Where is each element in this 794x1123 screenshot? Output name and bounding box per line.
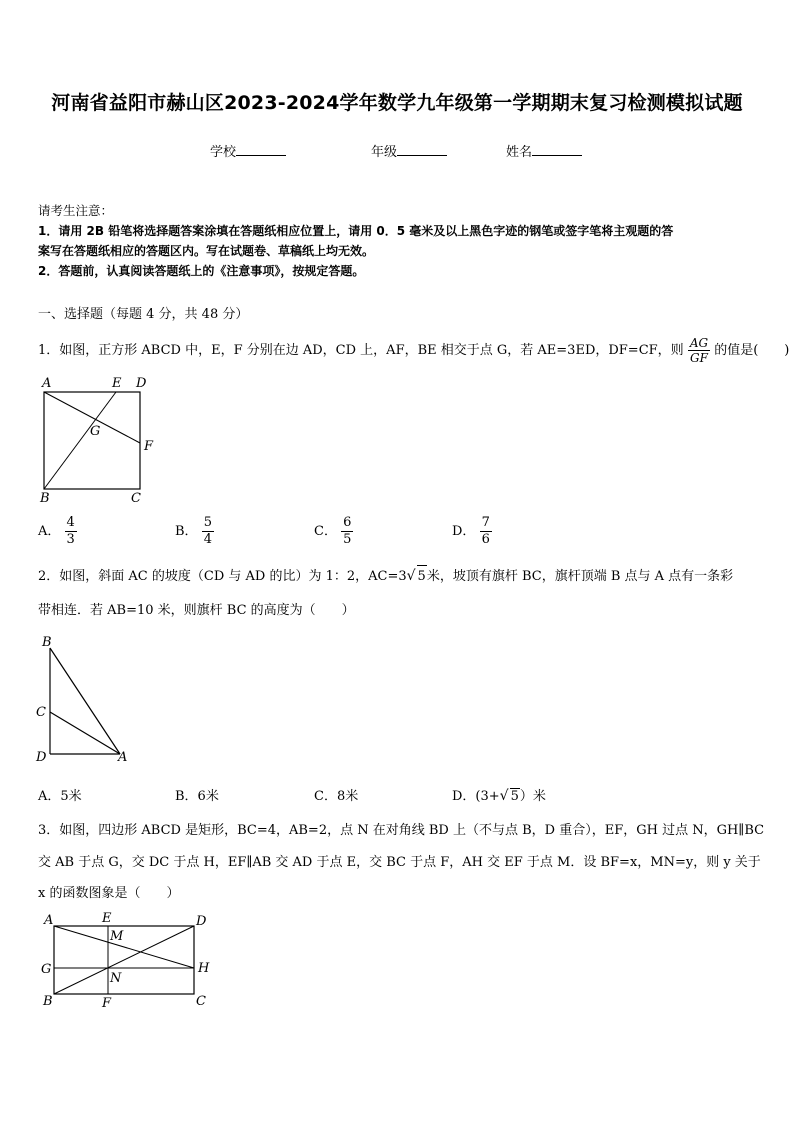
q1-opt-c-den: 5: [343, 532, 352, 547]
q3-label-a: A: [44, 913, 54, 928]
question-3-line-3: x 的函数图象是（ ）: [38, 886, 180, 901]
q1-option-c[interactable]: [314, 515, 353, 548]
q2-label-a: A: [118, 750, 128, 765]
sqrt-symbol: √: [406, 568, 416, 584]
q1-label-a: A: [42, 376, 52, 391]
q2-option-d[interactable]: [452, 785, 546, 804]
line-ah: [54, 926, 194, 968]
grade-label: 年级: [371, 145, 398, 160]
q1-opt-c-num: 6: [343, 515, 352, 530]
q1-opt-b-frac: [202, 515, 214, 548]
section-heading: 一、选择题（每题 4 分，共 48 分）: [38, 307, 249, 322]
school-label: 学校: [210, 145, 237, 160]
q1-opt-d-letter: D．: [452, 524, 476, 539]
notice-heading: 请考生注意：: [38, 203, 114, 218]
q1-opt-b-den: 4: [203, 532, 212, 547]
q1-label-g: G: [90, 424, 101, 439]
line-ca: [50, 712, 120, 754]
q1-label-f: F: [144, 439, 154, 454]
q2-opt-d-radicand: 5: [510, 789, 519, 804]
q2-label-b: B: [42, 635, 52, 650]
grade-blank: [397, 143, 447, 156]
q3-label-m: M: [110, 929, 124, 944]
question-3-line-2: 交 AB 于点 G，交 DC 于点 H，EF∥AB 交 AD 于点 E，交 BC 于点 F，AH 交 EF 于点 M．设 BF=x，MN=y，则 y 关于: [38, 855, 761, 870]
q1-tail: 的值是( ): [714, 343, 790, 358]
q3-label-n: N: [110, 971, 122, 986]
school-blank: [236, 143, 286, 156]
q1-label-d: D: [136, 376, 147, 391]
sqrt-symbol: √: [499, 788, 509, 804]
question-1: [38, 336, 790, 365]
question-2-line-1: [38, 565, 768, 588]
q1-label-e: E: [112, 376, 122, 391]
name-blank: [532, 143, 582, 156]
notice-line-2: 2．答题前，认真阅读答题纸上的《注意事项》，按规定答题。: [38, 264, 365, 278]
q1-opt-a-num: 4: [66, 515, 75, 530]
q1-text: 1．如图，正方形 ABCD 中，E，F 分别在边 AD，CD 上，AF，BE 相交于点 G，若 AE=3ED，DF=CF，则: [38, 343, 684, 358]
q2-opt-d-post: ）米: [519, 789, 546, 804]
question-2-line-2: 带相连．若 AB=10 米，则旗杆 BC 的高度为（ ）: [38, 603, 355, 618]
q2-figure: [30, 630, 140, 765]
q3-label-b: B: [43, 994, 53, 1009]
q3-label-c: C: [196, 994, 206, 1009]
q3-label-f: F: [102, 996, 112, 1011]
q1-figure: [30, 370, 170, 510]
q1-opt-a-frac: [65, 515, 77, 548]
notice-line-1b: 案写在答题纸相应的答题区内。写在试题卷、草稿纸上均无效。: [38, 244, 375, 258]
q2-label-d: D: [36, 750, 47, 765]
q3-label-h: H: [198, 961, 210, 976]
q1-label-c: C: [131, 491, 141, 506]
q2-label-c: C: [36, 705, 46, 720]
q1-frac-num: AG: [689, 336, 709, 350]
square-abcd: [44, 392, 140, 489]
name-label: 姓名: [506, 145, 533, 160]
question-3-line-1: 3．如图，四边形 ABCD 是矩形，BC=4，AB=2，点 N 在对角线 BD 上（不与点 B，D 重合），EF，GH 过点 N，GH∥BC: [38, 823, 765, 838]
q2-option-c[interactable]: C．8米: [314, 789, 359, 804]
q3-label-d: D: [196, 914, 207, 929]
q1-option-b[interactable]: [175, 515, 214, 548]
q3-label-g: G: [41, 962, 52, 977]
q1-opt-c-frac: [341, 515, 353, 548]
q1-opt-b-letter: B．: [175, 524, 198, 539]
q1-opt-c-letter: C．: [314, 524, 337, 539]
notice-line-1a: 1．请用 2B 铅笔将选择题答案涂填在答题纸相应位置上，请用 0．5 毫米及以上黑色字迹的钢笔或签字笔将主观题的答: [38, 224, 674, 238]
school-field: [210, 141, 286, 160]
q1-opt-d-frac: [480, 515, 492, 548]
q2-opt-d-pre: D．(3+: [452, 789, 500, 804]
q1-opt-d-num: 7: [481, 515, 490, 530]
q2-text-1b: 米，坡顶有旗杆 BC，旗杆顶端 B 点与 A 点有一条彩: [426, 569, 734, 584]
q1-opt-d-den: 6: [481, 532, 490, 547]
q1-option-a[interactable]: [38, 515, 77, 548]
q2-radicand: 5: [417, 565, 427, 588]
q1-label-b: B: [40, 491, 50, 506]
q2-option-a[interactable]: A．5米: [38, 789, 82, 804]
line-be: [44, 392, 116, 489]
grade-field: [371, 141, 447, 160]
q3-label-e: E: [102, 911, 112, 926]
line-ba: [50, 648, 120, 754]
notice-block: [38, 201, 768, 281]
q1-opt-a-letter: A．: [38, 524, 61, 539]
q1-fraction: [688, 336, 710, 365]
q2-option-b[interactable]: B．6米: [175, 789, 219, 804]
q3-figure: [30, 908, 220, 1013]
q1-opt-b-num: 5: [203, 515, 212, 530]
q2-text-1a: 2．如图，斜面 AC 的坡度（CD 与 AD 的比）为 1：2，AC=3: [38, 569, 407, 584]
q1-opt-a-den: 3: [66, 532, 75, 547]
q1-frac-den: GF: [689, 351, 708, 365]
page-title: 河南省益阳市赫山区2023-2024学年数学九年级第一学期期末复习检测模拟试题: [51, 92, 743, 114]
q1-option-d[interactable]: [452, 515, 492, 548]
line-bd: [54, 926, 194, 994]
name-field: [506, 141, 582, 160]
